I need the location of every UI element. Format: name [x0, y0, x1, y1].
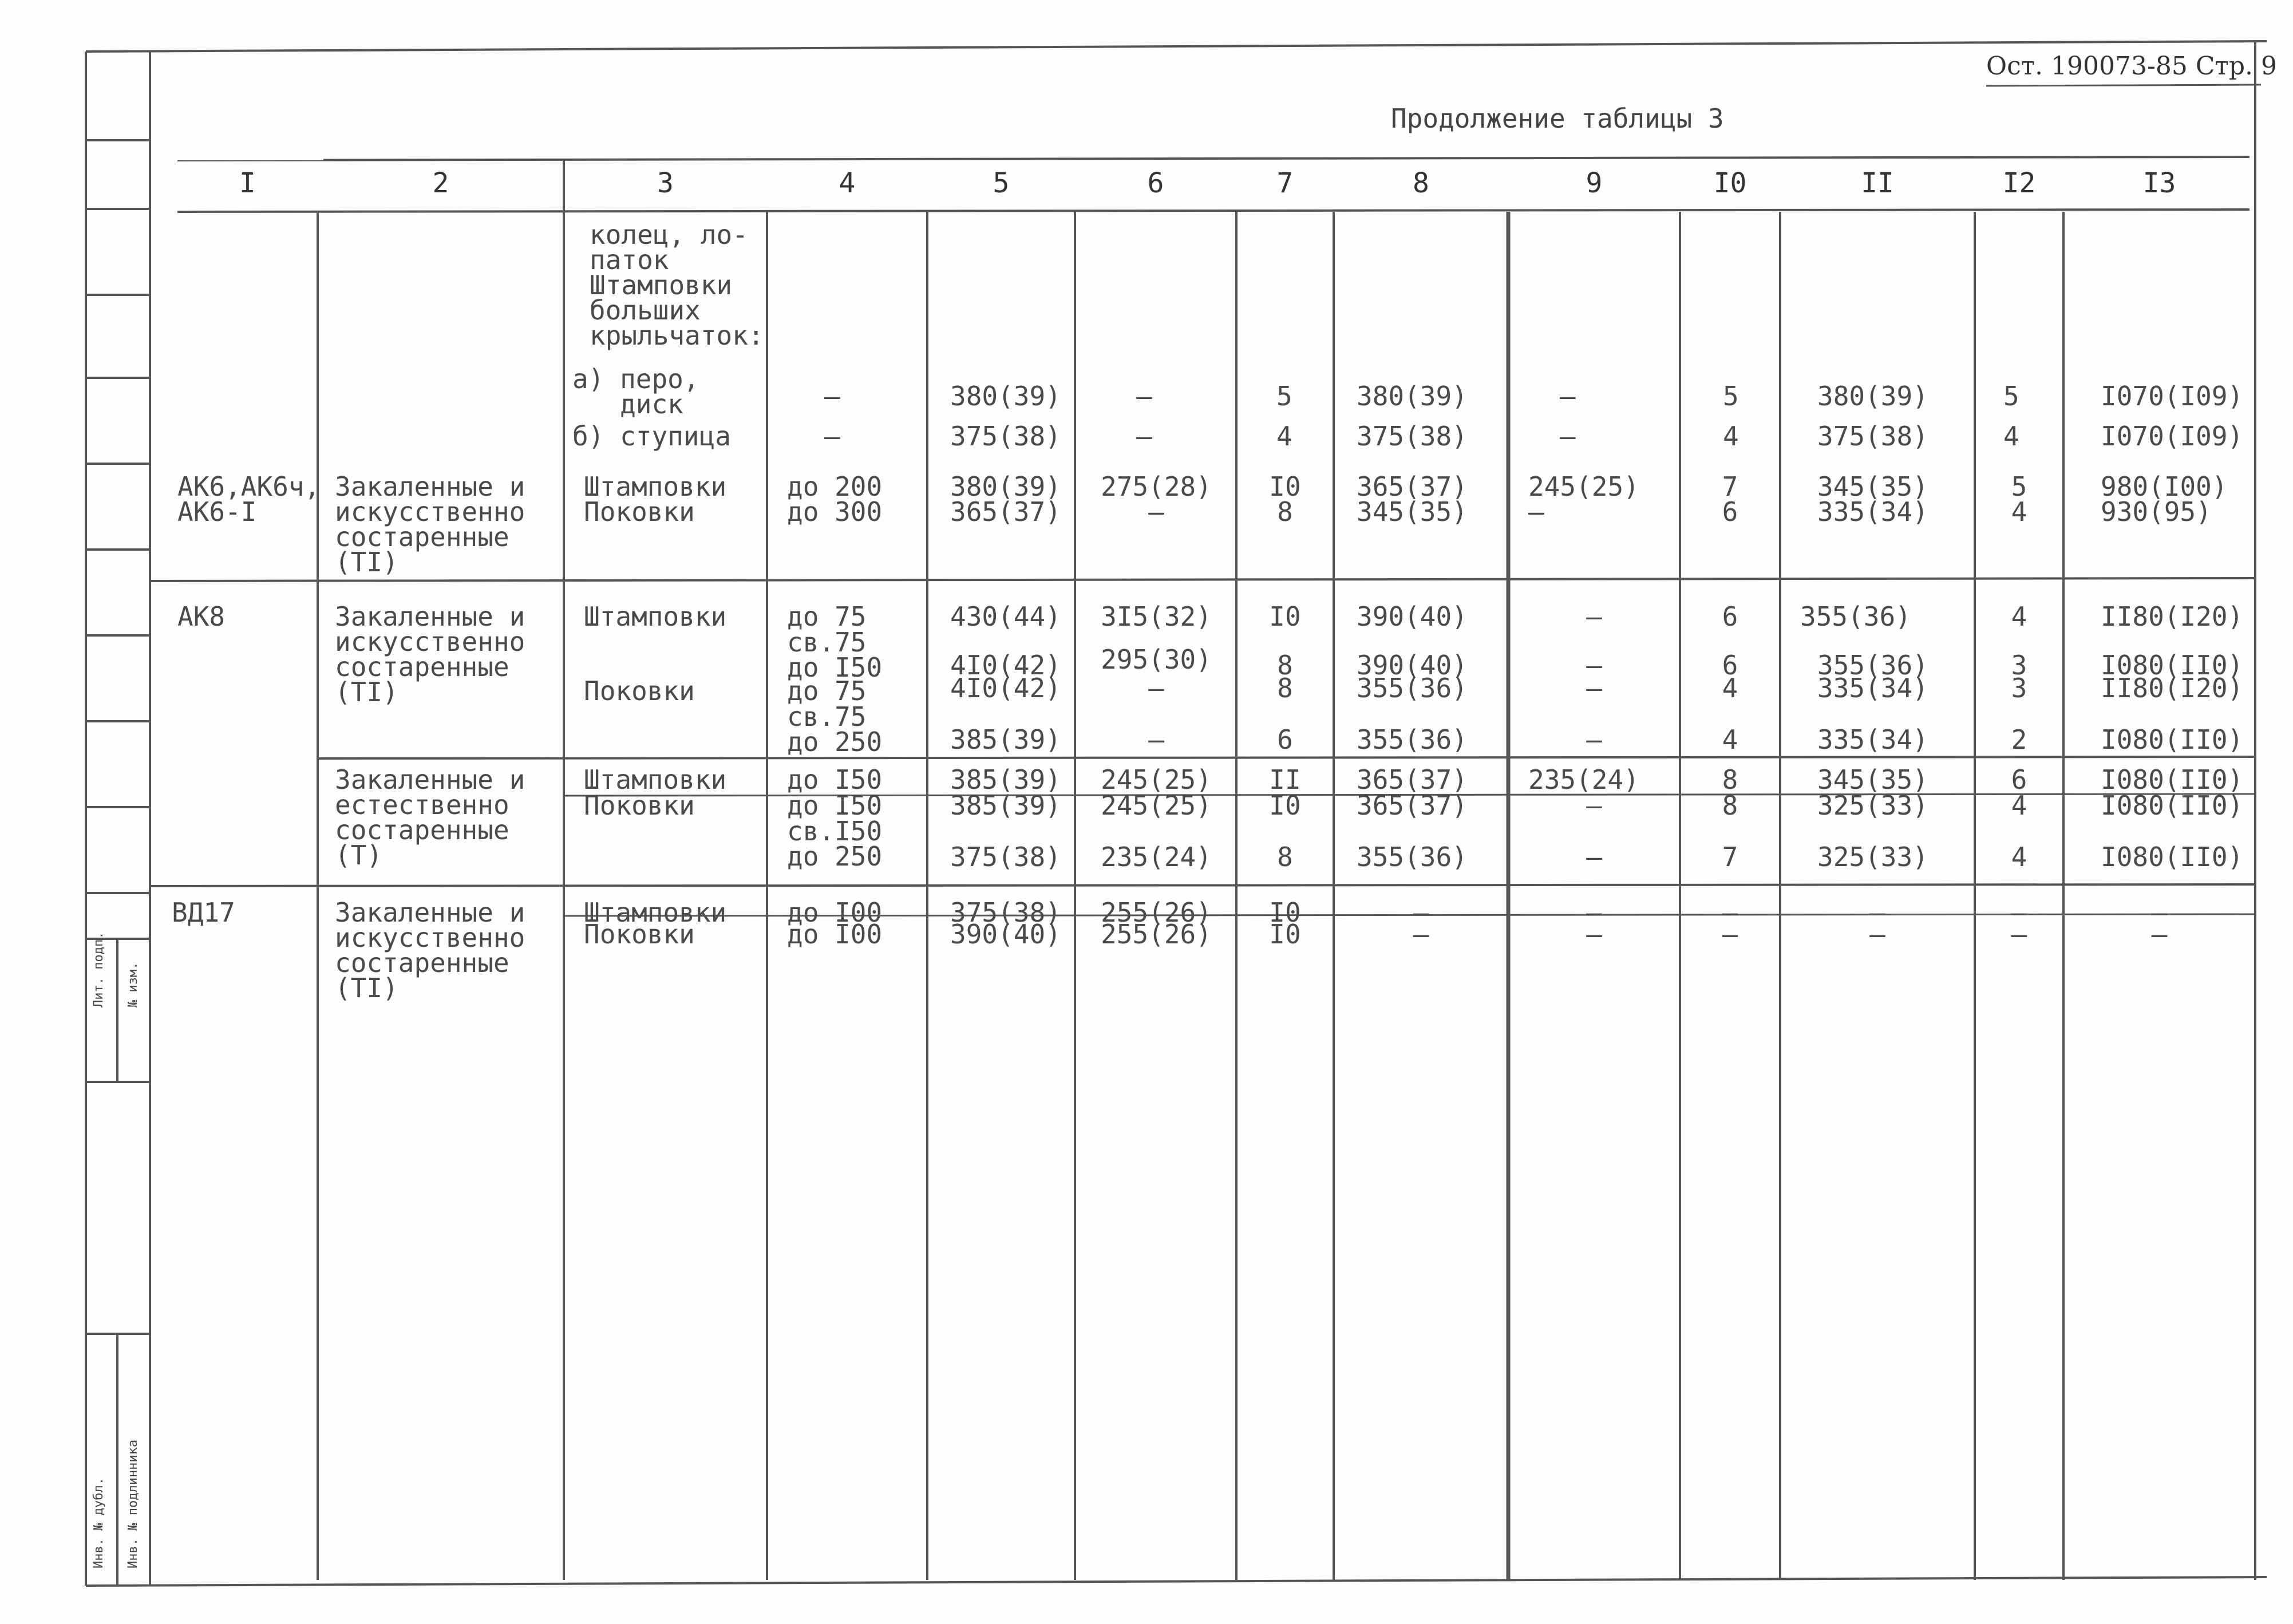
cell-c6: 255(26) [1101, 919, 1212, 950]
col-header-7: 7 [1276, 167, 1294, 199]
col-header-6: 6 [1147, 167, 1164, 199]
cell-condition: Закаленные и искусственно состаренные (ТI) [335, 471, 525, 578]
stamp-inv-orig: Инв. № подлинника [126, 1439, 140, 1568]
cell-c5: 380(39) [950, 381, 1061, 412]
cell-c9: 245(25) – [1528, 471, 1639, 527]
cell-c3: б) ступица [572, 421, 731, 452]
cell-c8: – [1413, 919, 1429, 950]
cell-c9: – [1560, 421, 1576, 452]
table-continuation-caption: Продолжение таблицы 3 [1391, 103, 1724, 134]
cell-c8: 355(36) [1357, 724, 1468, 755]
cell-c10: 8 [1722, 764, 1738, 795]
cell-c5: 4I0(42) [950, 673, 1061, 704]
cell-c11: 325(33) [1817, 790, 1928, 821]
cell-c6: – [1148, 673, 1164, 704]
cell-c5: 385(39) [950, 724, 1061, 755]
cell-c4: до 75 [787, 675, 867, 706]
cell-c3: Штамповки [584, 897, 727, 928]
cell-c11: 325(33) [1817, 841, 1928, 872]
cell-c7: I0 [1269, 897, 1301, 928]
cell-c3: Поковки [584, 790, 695, 821]
cell-c6: – [1148, 724, 1164, 755]
cell-c8: 355(36) [1357, 673, 1468, 704]
cell-c8: – [1413, 897, 1429, 928]
cell-c7: 8 [1277, 650, 1293, 681]
cell-c8: 375(38) [1357, 421, 1468, 452]
cell-c7: 4 [1276, 421, 1292, 452]
cell-c11: 355(36) [1800, 601, 1911, 632]
cell-c12: 6 [2011, 764, 2027, 795]
cell-c6: – [1136, 421, 1152, 452]
cell-c12: 4 [2011, 841, 2027, 872]
cell-c4: св.75 до I50 [787, 627, 883, 683]
cell-c9: 235(24) [1528, 764, 1639, 795]
cell-c3: Штамповки [584, 601, 727, 632]
cell-c13: – [2151, 919, 2168, 950]
cell-c6: – [1136, 381, 1152, 412]
cell-c10: – [1722, 897, 1738, 928]
cell-c10: 5 [1723, 381, 1739, 412]
cell-c13: I080(II0) [2101, 841, 2244, 872]
cell-c8: 365(37) 345(35) [1357, 471, 1468, 527]
cell-c11: – [1869, 919, 1885, 950]
cell-c13: I080(II0) [2101, 650, 2244, 681]
cell-c4: до I50 [787, 790, 883, 821]
cell-c7: I0 8 [1269, 471, 1301, 527]
cell-c4: св.I50 до 250 [787, 816, 883, 872]
col-header-4: 4 [839, 167, 856, 199]
stamp-inv-dub: Инв. № дубл. [92, 1477, 106, 1568]
cell-c10: 6 [1722, 650, 1738, 681]
cell-c6: 255(26) [1101, 897, 1212, 928]
cell-c13: 980(I00) 930(95) [2101, 471, 2228, 527]
cell-c10: 4 [1722, 724, 1738, 755]
cell-c4: до I00 [787, 897, 883, 928]
cell-condition: Закаленные и естественно состаренные (Т) [335, 764, 525, 871]
cell-c6: 275(28) – [1101, 471, 1212, 527]
cell-c7: 6 [1277, 724, 1293, 755]
cell-c5: 380(39) 365(37) [950, 471, 1061, 527]
cell-c3: а) перо, диск [572, 363, 699, 420]
cell-c13: – [2151, 897, 2168, 928]
cell-c4: до 200 до 300 [787, 471, 883, 527]
cell-c8: 355(36) [1357, 841, 1468, 872]
cell-c5: 4I0(42) [950, 650, 1061, 681]
cell-c12: 4 [2003, 421, 2019, 452]
stamp-lit-label: Лит. подп. [92, 931, 106, 1007]
cell-c4: до I50 [787, 764, 883, 795]
cell-c7: I0 [1269, 790, 1301, 821]
cell-c4: до 75 [787, 601, 867, 632]
cell-c4: – [824, 381, 840, 412]
cell-c4: до I00 [787, 919, 883, 950]
cell-c7: I0 [1269, 919, 1301, 950]
cell-c5: 390(40) [950, 919, 1061, 950]
cell-c9: – [1586, 841, 1602, 872]
cell-c4: св.75 до 250 [787, 701, 883, 757]
cell-c9: – [1586, 650, 1602, 681]
cell-c12: 3 [2011, 650, 2027, 681]
cell-c13: I080(II0) [2101, 790, 2244, 821]
cell-c6: 295(30) [1101, 644, 1212, 675]
cell-c12: – [2011, 897, 2027, 928]
cell-c11: 345(35) [1817, 764, 1928, 795]
cell-c11: 335(34) [1817, 673, 1928, 704]
col-header-8: 8 [1413, 167, 1429, 199]
cell-c8: 365(37) [1357, 790, 1468, 821]
col-header-10: I0 [1713, 167, 1747, 199]
cell-c10: 6 [1722, 601, 1738, 632]
cell-c11: 355(36) [1817, 650, 1928, 681]
cell-c7: 5 [1276, 381, 1292, 412]
cell-c9: – [1586, 724, 1602, 755]
cell-c9: – [1560, 381, 1576, 412]
col-header-5: 5 [993, 167, 1010, 199]
cell-c8: 390(40) [1357, 601, 1468, 632]
cell-c5: 375(38) [950, 841, 1061, 872]
cell-c7: 8 [1277, 841, 1293, 872]
cell-c12: 5 [2003, 381, 2019, 412]
document-code: Ост. 190073-85 Стр. 9 [1986, 52, 2277, 81]
cell-c6: 235(24) [1101, 841, 1212, 872]
cell-c3: Поковки [584, 675, 695, 706]
col-header-3: 3 [657, 167, 674, 199]
cell-c12: 2 [2011, 724, 2027, 755]
cell-c7: I0 [1269, 601, 1301, 632]
cell-c5: 375(38) [950, 897, 1061, 928]
cell-alloy: АК6,АК6ч, АК6-I [177, 471, 321, 527]
cell-c5: 430(44) [950, 601, 1061, 632]
cell-c13: I080(II0) [2101, 724, 2244, 755]
cell-c11: 335(34) [1817, 724, 1928, 755]
cell-c13: II80(I20) [2101, 601, 2244, 632]
cell-c10: – [1722, 919, 1738, 950]
col-header-12: I2 [2002, 167, 2036, 199]
cell-c9: – [1586, 897, 1602, 928]
col-header-1: I [239, 167, 256, 199]
cell-c9: – [1586, 790, 1602, 821]
cell-alloy: АК8 [177, 601, 226, 632]
cell-c13: I080(II0) [2101, 764, 2244, 795]
cell-c12: 3 [2011, 673, 2027, 704]
cell-condition: Закаленные и искусственно состаренные (ТI) [335, 897, 525, 1003]
cell-c7: 8 [1277, 673, 1293, 704]
cell-c6: 245(25) [1101, 790, 1212, 821]
cell-c11: – [1869, 897, 1885, 928]
cell-c9: – [1586, 673, 1602, 704]
cell-c8: 390(40) [1357, 650, 1468, 681]
cell-c12: 4 [2011, 601, 2027, 632]
cell-c3-intro: колец, ло- паток Штамповки больших крыльчаток: [590, 219, 764, 351]
cell-c13: II80(I20) [2101, 673, 2244, 704]
cell-c12: 5 4 [2011, 471, 2027, 527]
cell-c11: 380(39) [1817, 381, 1928, 412]
col-header-11: II [1861, 167, 1894, 199]
cell-c5: 385(39) [950, 790, 1061, 821]
cell-c3: Поковки [584, 919, 695, 950]
cell-c12: 4 [2011, 790, 2027, 821]
cell-c10: 4 [1723, 421, 1739, 452]
cell-c7: II [1269, 764, 1301, 795]
cell-c8: 365(37) [1357, 764, 1468, 795]
cell-c8: 380(39) [1357, 381, 1468, 412]
cell-c9: – [1586, 919, 1602, 950]
cell-condition: Закаленные и искусственно состаренные (ТI) [335, 601, 525, 708]
cell-c3: Штамповки Поковки [584, 471, 727, 527]
cell-c13: I070(I09) [2101, 421, 2244, 452]
col-header-13: I3 [2142, 167, 2176, 199]
cell-alloy: ВД17 [172, 897, 235, 928]
stamp-num-label: № изм. [126, 962, 140, 1007]
cell-c6: 3I5(32) [1101, 601, 1212, 632]
cell-c6: 245(25) [1101, 764, 1212, 795]
cell-c10: 7 [1722, 841, 1738, 872]
cell-c10: 7 6 [1722, 471, 1738, 527]
cell-c5: 375(38) [950, 421, 1061, 452]
cell-c5: 385(39) [950, 764, 1061, 795]
cell-c9: – [1586, 601, 1602, 632]
cell-c10: 4 [1722, 673, 1738, 704]
cell-c4: – [824, 421, 840, 452]
cell-c13: I070(I09) [2101, 381, 2244, 412]
col-header-9: 9 [1586, 167, 1603, 199]
col-header-2: 2 [432, 167, 449, 199]
cell-c3: Штамповки [584, 764, 727, 795]
cell-c12: – [2011, 919, 2027, 950]
cell-c10: 8 [1722, 790, 1738, 821]
cell-c11: 375(38) [1817, 421, 1928, 452]
cell-c11: 345(35) 335(34) [1817, 471, 1928, 527]
